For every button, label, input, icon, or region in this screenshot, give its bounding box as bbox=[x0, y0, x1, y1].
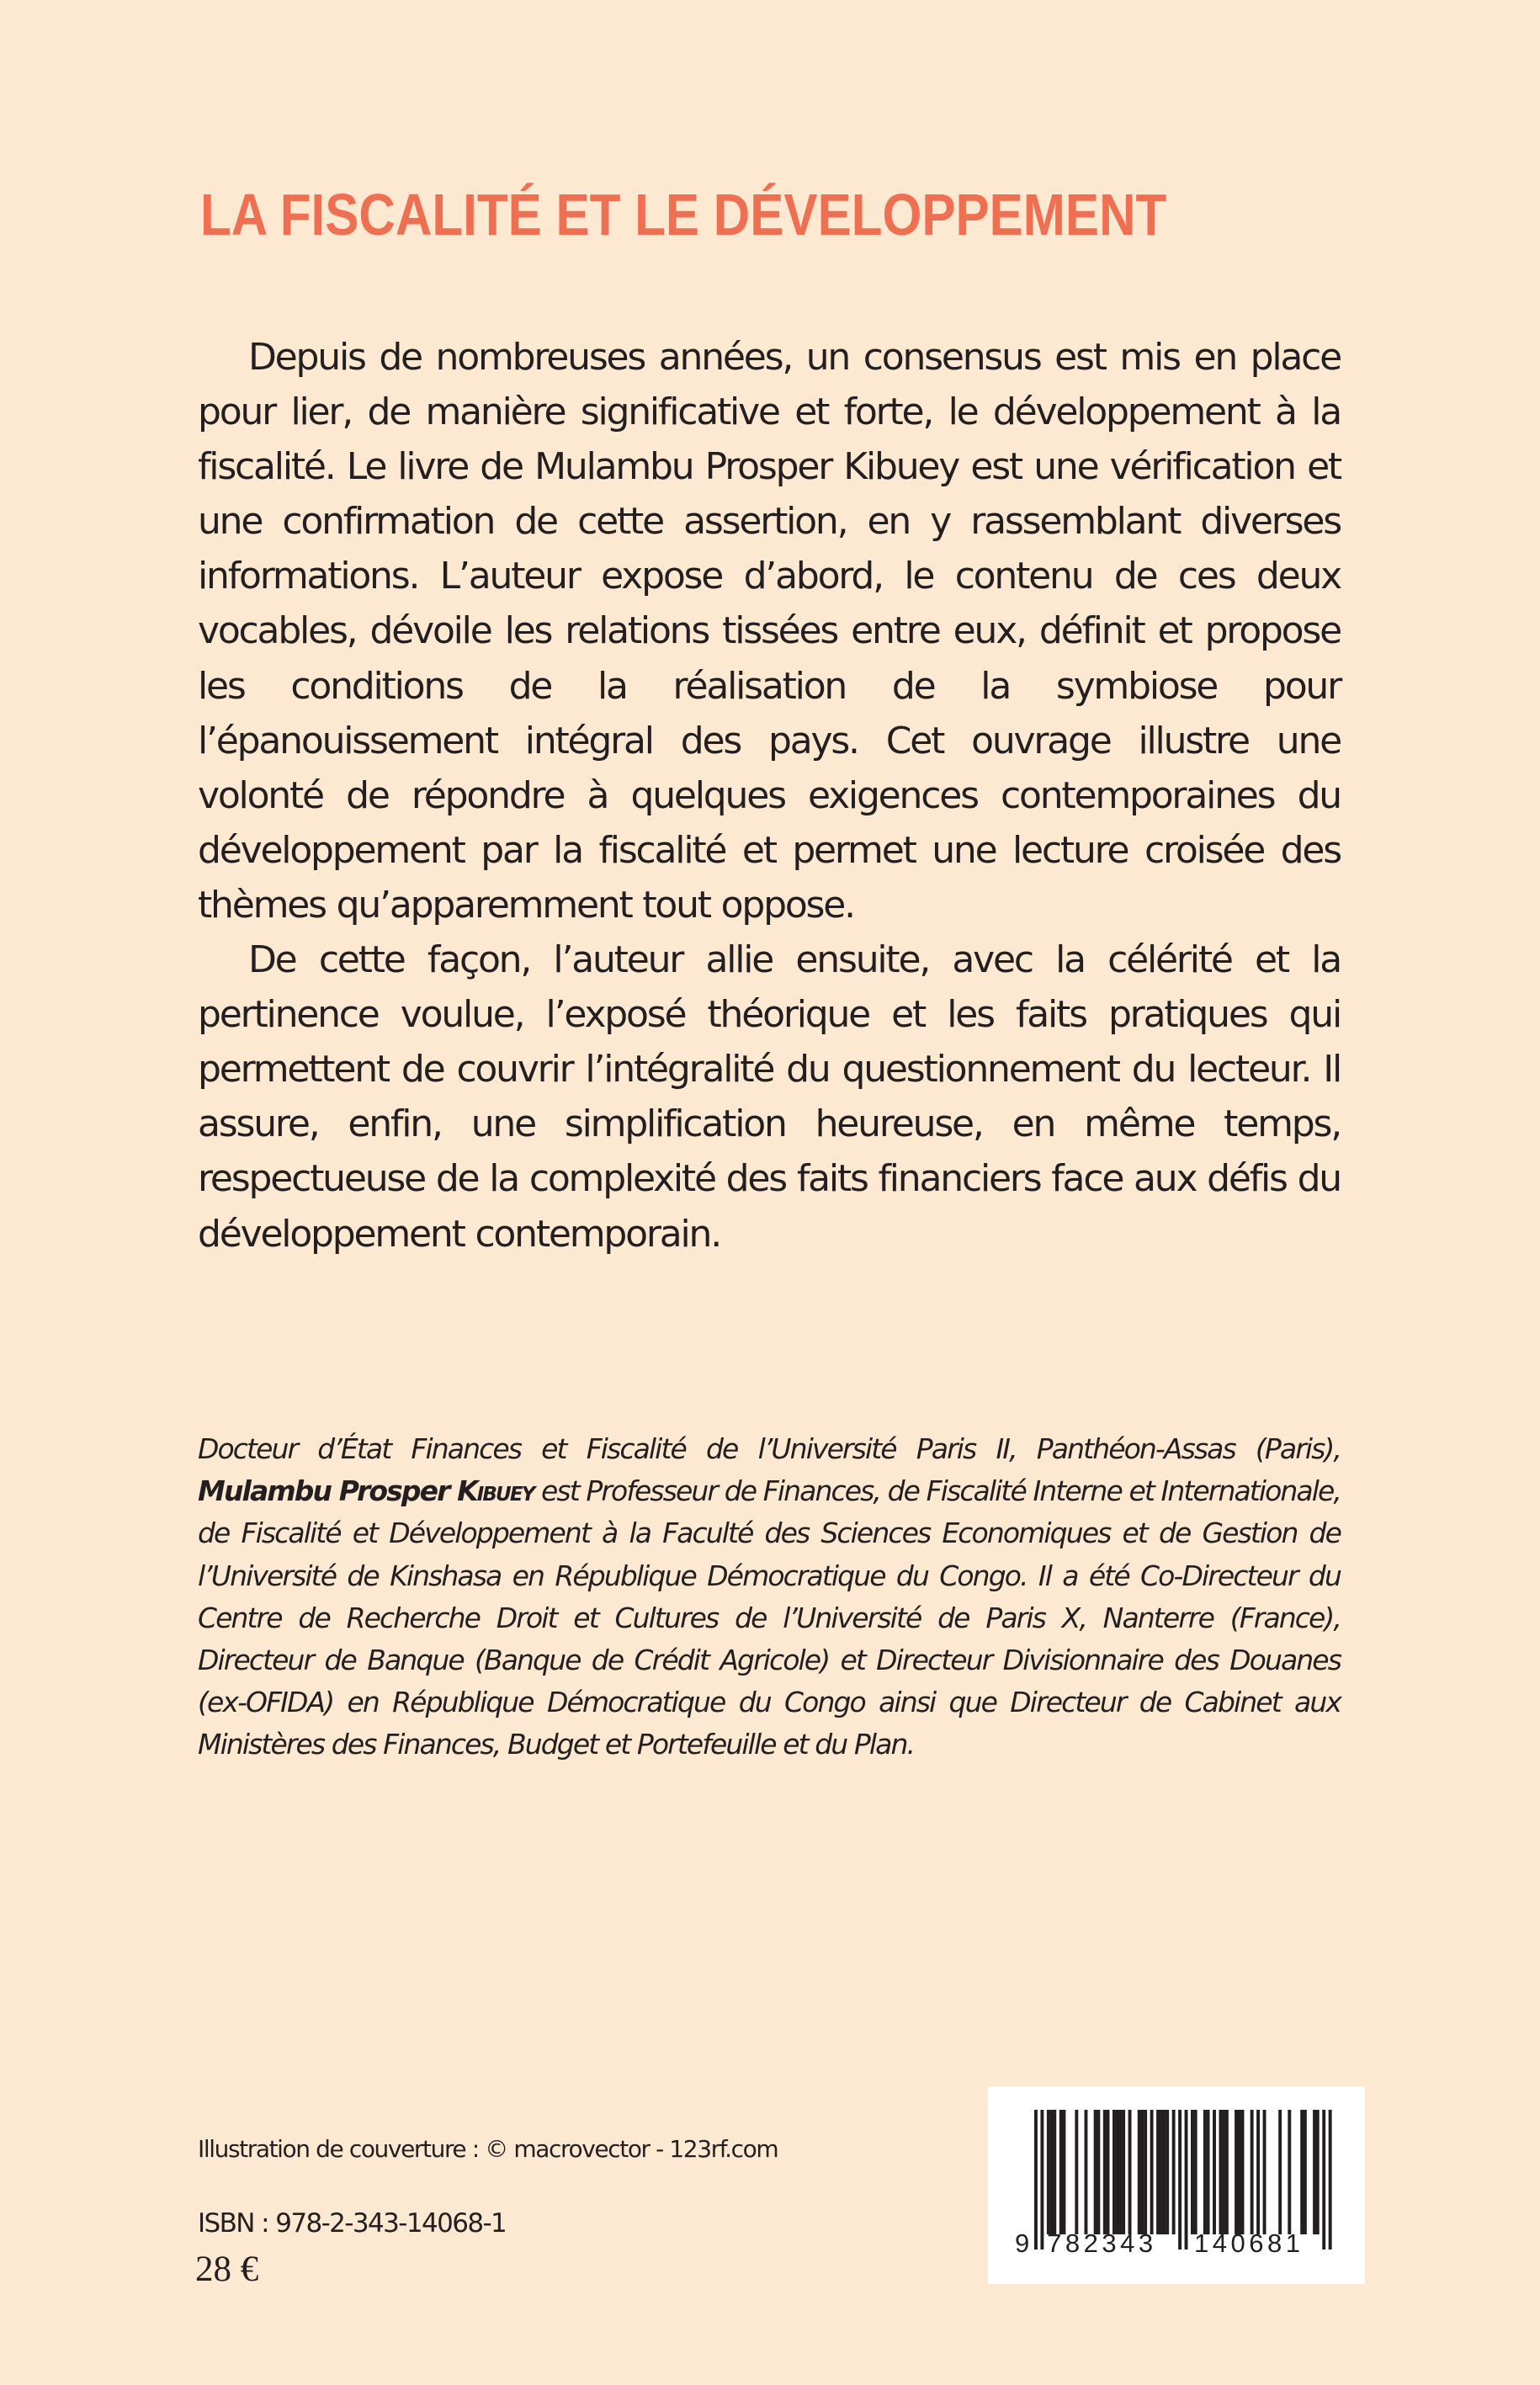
book-summary bbox=[198, 330, 1341, 1262]
cover-illustration-credit: Illustration de couverture : © macrovector - 123rf.com bbox=[198, 2135, 778, 2163]
svg-text:140681: 140681 bbox=[1194, 2228, 1304, 2258]
summary-paragraph-2: De cette façon, l’auteur allie ensuite, avec la célérité et la pertinence voulue, l’exposé théorique et les faits pratiques qui permettent de couvrir l’intégralité du questionnement du lecteur. Il assure, enfin, une simplification heureuse, en même temps, respectueuse de la complexité des faits financiers face aux défis du développement contemporain. bbox=[198, 938, 1341, 1256]
price: 28 € bbox=[195, 2250, 259, 2289]
author-surname: Kibuey bbox=[457, 1474, 534, 1508]
svg-text:9: 9 bbox=[1015, 2228, 1030, 2258]
barcode-icon bbox=[988, 2086, 1365, 2284]
author-bio bbox=[198, 1428, 1341, 1766]
bio-details: est Professeur de Finances, de Fiscalité Interne et Internationale, de Fiscalité et Développement à la Faculté des Sciences Economiques et de Gestion de l’Université de Kinshasa en République Démocratique du Congo. Il a été Co-Directeur du Centre de Recherche Droit et Cultures de l’Université de Paris X, Nanterre (France), Directeur de Banque (Banque de Crédit Agricole) et Directeur Divisionnaire des Douanes (ex-OFIDA) en République Démocratique du Congo ainsi que Directeur de Cabinet aux Ministères des Finances, Budget et Portefeuille et du Plan. bbox=[198, 1474, 1341, 1761]
book-title: LA FISCALITÉ ET LE DÉVELOPPEMENT bbox=[200, 182, 1167, 247]
summary-paragraph-1: Depuis de nombreuses années, un consensus est mis en place pour lier, de manière significative et forte, le développement à la fiscalité. Le livre de Mulambu Prosper Kibuey est une vérification et une confirmation de cette assertion, en y rassemblant diverses informations. L’auteur expose d’abord, le contenu de ces deux vocables, dévoile les relations tissées entre eux, définit et propose les conditions de la réalisation de la symbiose pour l’épanouissement intégral des pays. Cet ouvrage illustre une volonté de répondre à quelques exigences contemporaines du développement par la fiscalité et permet une lecture croisée des thèmes qu’apparemment tout oppose. bbox=[198, 336, 1341, 927]
svg-text:782343: 782343 bbox=[1047, 2228, 1157, 2258]
bio-intro: Docteur d’État Finances et Fiscalité de l’Université Paris II, Panthéon-Assas (Paris), bbox=[198, 1432, 1341, 1465]
author-first-names: Mulambu Prosper bbox=[198, 1474, 458, 1508]
isbn: ISBN : 978-2-343-14068-1 bbox=[198, 2208, 507, 2239]
isbn-barcode bbox=[988, 2086, 1365, 2284]
